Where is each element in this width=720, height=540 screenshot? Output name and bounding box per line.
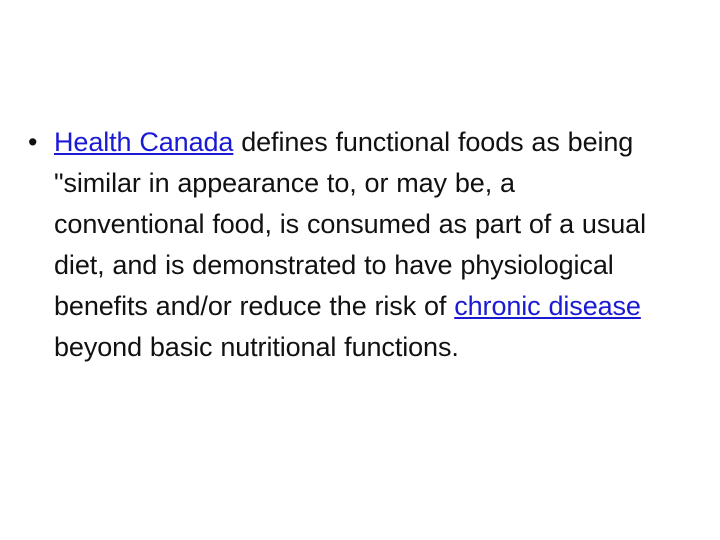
list-item [28, 122, 668, 368]
link-chronic-disease[interactable]: chronic disease [454, 291, 641, 321]
body-text-segment-1: defines functional foods as being "similar in appearance to, or may be, a conventional food, is consumed as part of a usual diet, and is demonstrated to have physiological benefits and/or reduce the risk of [54, 127, 646, 321]
bullet-marker-icon: • [28, 127, 38, 157]
bullet-paragraph [54, 122, 668, 368]
link-health-canada[interactable]: Health Canada [54, 127, 234, 157]
slide-content-block [28, 122, 668, 368]
body-text-segment-2: beyond basic nutritional functions. [54, 332, 459, 362]
